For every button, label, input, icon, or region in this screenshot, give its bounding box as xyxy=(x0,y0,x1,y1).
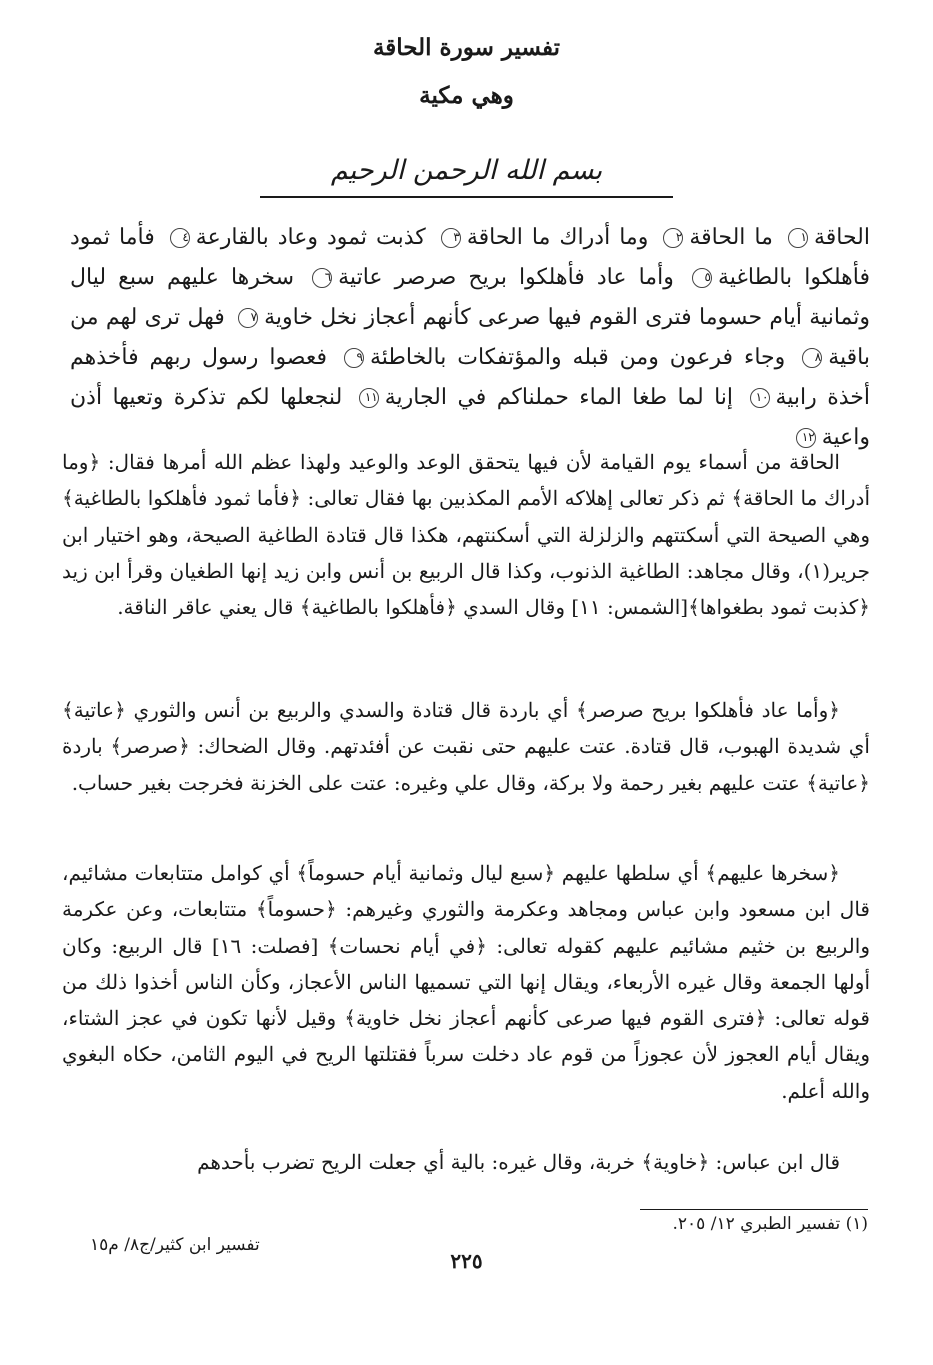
verse-text: فعصوا رسول ربهم فأخذهم أخذة رابية xyxy=(70,345,871,410)
verse-text: فأما ثمود فأهلكوا بالطاغية xyxy=(70,225,871,290)
verse-number: ٣ xyxy=(441,228,461,248)
tafsir-paragraph: الحاقة من أسماء يوم القيامة لأن فيها يتحقق الوعد والوعيد ولهذا عظم الله أمرها فقال: ﴿وما أدراك ما الحاقة﴾ ثم ذكر تعالى إهلاكه الأمم المكذبين بها فقال تعالى: ﴿فأما ثمود فأهلكوا بالطاغية﴾ وهي الصيحة التي أسكتتهم والزلزلة التي أسكنتهم، هكذا قال قتادة الطاغية الصيحة، وهو اختيار ابن جرير(١)، وقال مجاهد: الطاغية الذنوب، وكذا قال الربيع بن أنس وابن زيد إنها الطغيان وقرأ ابن زيد ﴿كذبت ثمود بطغواها﴾[الشمس: ١١] وقال السدي ﴿فأهلكوا بالطاغية﴾ قال يعني عاقر الناقة. xyxy=(62,450,870,620)
verse-text: الحاقة xyxy=(813,225,870,250)
tafsir-paragraph: ﴿سخرها عليهم﴾ أي سلطها عليهم ﴿سبع ليال وثمانية أيام حسوماً﴾ أي كوامل متتابعات مشائيم، قال ابن مسعود وابن عباس ومجاهد وعكرمة والثوري وغيرهم: ﴿حسوماً﴾ متتابعات، وعن عكرمة والربيع بن خثيم مشائيم عليهم كقوله تعالى: ﴿في أيام نحسات﴾ [فصلت: ١٦] قال الربيع: وكان أولها الجمعة وقال غيره الأربعاء، ويقال إنها التي تسميها الناس الأعجاز، وكأن الناس أخذوا ذلك من قوله تعالى: ﴿فترى القوم فيها صرعى كأنهم أعجاز نخل خاوية﴾ وقيل لأنها تكون في عجز الشتاء، ويقال أيام العجوز لأن عجوزاً من قوم عاد دخلت سرباً فقتلتها الريح في اليوم الثامن، حكاه البغوي والله أعلم. xyxy=(62,861,870,1103)
verse-text: سخرها عليهم سبع ليال وثمانية أيام حسوما فترى القوم فيها صرعى كأنهم أعجاز نخل خاوية xyxy=(70,265,871,330)
verse-text: لنجعلها لكم تذكرة وتعيها أذن واعية xyxy=(70,385,870,450)
verse xyxy=(435,225,649,250)
verse-number: ٨ xyxy=(802,348,822,368)
verse xyxy=(338,345,785,370)
verse-text: كذبت ثمود وعاد بالقارعة xyxy=(195,225,426,250)
footnote-divider xyxy=(640,1209,868,1210)
verse xyxy=(657,225,773,250)
verse-text: وأما عاد فأهلكوا بريح صرصر عاتية xyxy=(338,265,674,290)
verse xyxy=(782,225,870,250)
verse xyxy=(353,385,733,410)
quran-verses xyxy=(70,218,870,458)
revelation-note: وهي مكية xyxy=(419,82,514,109)
verse-number: ٤ xyxy=(170,228,190,248)
verse xyxy=(164,225,426,250)
source-reference: تفسير ابن كثير/ج٨/ م١٥ xyxy=(90,1235,260,1255)
verse-number: ١ xyxy=(788,228,808,248)
verse-number: ١٢ xyxy=(796,428,816,448)
verse xyxy=(306,265,674,290)
basmala: بسم الله الرحمن الرحيم xyxy=(260,152,673,198)
verse-number: ٩ xyxy=(344,348,364,368)
page-number: ٢٢٥ xyxy=(450,1249,483,1273)
verse-number: ٧ xyxy=(238,308,258,328)
verse-number: ١١ xyxy=(359,388,379,408)
verse-text: ما الحاقة xyxy=(689,225,773,250)
tafsir-paragraph: ﴿وأما عاد فأهلكوا بريح صرصر﴾ أي باردة قال قتادة والسدي والربيع بن أنس والثوري ﴿عاتية﴾ أي شديدة الهبوب، قال قتادة. عتت عليهم حتى نقبت عن أفئدتهم. وقال الضحاك: ﴿صرصر﴾ باردة ﴿عاتية﴾ عتت عليهم بغير رحمة ولا بركة، وقال علي وغيره: عتت على الخزنة فخرجت بغير حساب. xyxy=(62,698,870,795)
verse-text: وما أدراك ما الحاقة xyxy=(466,225,649,250)
tafsir-paragraph: قال ابن عباس: ﴿خاوية﴾ خربة، وقال غيره: بالية أي جعلت الريح تضرب بأحدهم xyxy=(197,1150,840,1174)
footnote: (١) تفسير الطبري ١٢/ ٢٠٥. xyxy=(672,1214,868,1234)
surah-title: تفسير سورة الحاقة xyxy=(372,34,561,61)
verse-number: ٦ xyxy=(312,268,332,288)
verse-text: إنا لما طغا الماء حملناكم في الجارية xyxy=(384,385,734,410)
verse-number: ٢ xyxy=(663,228,683,248)
verse-text: فهل ترى لهم من باقية xyxy=(70,305,870,370)
verse-number: ١٠ xyxy=(750,388,770,408)
verse-text: وجاء فرعون ومن قبله والمؤتفكات بالخاطئة xyxy=(369,345,786,370)
verse-number: ٥ xyxy=(692,268,712,288)
